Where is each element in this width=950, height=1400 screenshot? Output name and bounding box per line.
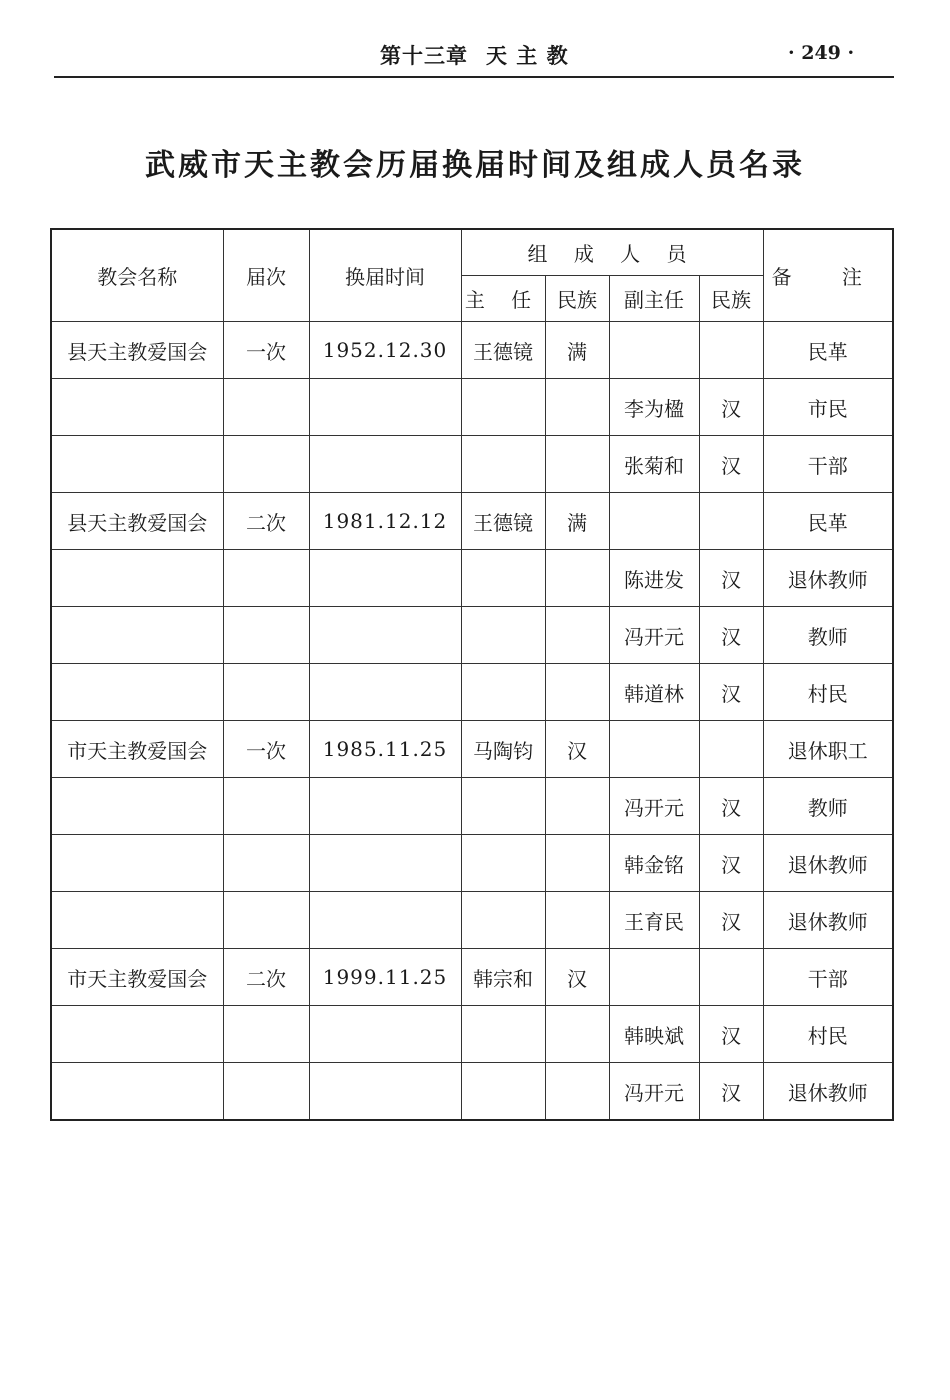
cell-director: 韩宗和 [461, 949, 545, 1006]
cell-session: 二次 [223, 949, 309, 1006]
cell-director: 王德镜 [461, 493, 545, 550]
table-row [51, 493, 893, 550]
cell-session: 一次 [223, 721, 309, 778]
cell-org-name [51, 550, 223, 607]
cell-org-name [51, 835, 223, 892]
cell-deputy [609, 949, 699, 1006]
cell-director-ethnicity [545, 892, 609, 949]
cell-deputy-ethnicity: 汉 [699, 436, 763, 493]
cell-date [309, 607, 461, 664]
cell-date [309, 550, 461, 607]
cell-remarks: 教师 [763, 607, 893, 664]
cell-deputy-ethnicity: 汉 [699, 1063, 763, 1121]
cell-deputy-ethnicity: 汉 [699, 778, 763, 835]
cell-session [223, 1063, 309, 1121]
cell-deputy-ethnicity: 汉 [699, 1006, 763, 1063]
cell-session [223, 1006, 309, 1063]
page-number: · 249 · [788, 42, 855, 64]
cell-director-ethnicity [545, 436, 609, 493]
header-rule [54, 76, 894, 78]
header-director-ethnicity: 民族 [545, 276, 609, 322]
cell-director [461, 1006, 545, 1063]
cell-remarks: 教师 [763, 778, 893, 835]
cell-director-ethnicity [545, 607, 609, 664]
cell-remarks: 民革 [763, 322, 893, 379]
cell-remarks: 民革 [763, 493, 893, 550]
cell-deputy: 韩映斌 [609, 1006, 699, 1063]
cell-org-name [51, 607, 223, 664]
cell-deputy-ethnicity: 汉 [699, 550, 763, 607]
cell-deputy-ethnicity: 汉 [699, 607, 763, 664]
cell-deputy-ethnicity: 汉 [699, 379, 763, 436]
cell-director [461, 379, 545, 436]
cell-remarks: 村民 [763, 1006, 893, 1063]
cell-director [461, 892, 545, 949]
cell-deputy [609, 721, 699, 778]
cell-director [461, 835, 545, 892]
cell-deputy-ethnicity: 汉 [699, 892, 763, 949]
cell-org-name [51, 1006, 223, 1063]
table-row [51, 1063, 893, 1121]
cell-deputy-ethnicity [699, 721, 763, 778]
table-header [51, 229, 893, 322]
cell-deputy-ethnicity [699, 949, 763, 1006]
cell-date: 1952.12.30 [309, 322, 461, 379]
table-row [51, 550, 893, 607]
chapter-number: 第十三章 [380, 43, 468, 68]
table-row [51, 1006, 893, 1063]
cell-deputy-ethnicity: 汉 [699, 664, 763, 721]
header-session: 届次 [223, 229, 309, 322]
table-row [51, 322, 893, 379]
header-org-name: 教会名称 [51, 229, 223, 322]
cell-remarks: 退休教师 [763, 835, 893, 892]
cell-director-ethnicity [545, 835, 609, 892]
cell-remarks: 退休职工 [763, 721, 893, 778]
cell-session [223, 550, 309, 607]
cell-session [223, 778, 309, 835]
table-row [51, 436, 893, 493]
cell-director [461, 778, 545, 835]
cell-director: 马陶钧 [461, 721, 545, 778]
cell-deputy: 冯开元 [609, 778, 699, 835]
cell-director [461, 664, 545, 721]
cell-deputy-ethnicity [699, 322, 763, 379]
cell-deputy [609, 322, 699, 379]
cell-remarks: 市民 [763, 379, 893, 436]
cell-date [309, 436, 461, 493]
cell-session [223, 607, 309, 664]
table-row [51, 721, 893, 778]
cell-director-ethnicity [545, 1006, 609, 1063]
cell-director: 王德镜 [461, 322, 545, 379]
cell-org-name [51, 778, 223, 835]
header-date: 换届时间 [309, 229, 461, 322]
cell-deputy [609, 493, 699, 550]
table-row [51, 664, 893, 721]
header-members: 组 成 人 员 [461, 229, 763, 276]
cell-deputy-ethnicity [699, 493, 763, 550]
cell-date: 1999.11.25 [309, 949, 461, 1006]
cell-session [223, 835, 309, 892]
cell-session [223, 892, 309, 949]
cell-session: 二次 [223, 493, 309, 550]
table-row [51, 949, 893, 1006]
cell-date [309, 379, 461, 436]
cell-deputy: 韩道林 [609, 664, 699, 721]
table-row [51, 379, 893, 436]
cell-director-ethnicity [545, 379, 609, 436]
cell-session: 一次 [223, 322, 309, 379]
cell-remarks: 干部 [763, 436, 893, 493]
cell-remarks: 退休教师 [763, 892, 893, 949]
cell-director [461, 550, 545, 607]
header-remarks: 备 注 [763, 229, 893, 322]
cell-director [461, 436, 545, 493]
cell-deputy: 冯开元 [609, 607, 699, 664]
cell-remarks: 退休教师 [763, 1063, 893, 1121]
roster-table [50, 228, 894, 1121]
cell-org-name [51, 1063, 223, 1121]
cell-date [309, 892, 461, 949]
cell-session [223, 664, 309, 721]
cell-remarks: 村民 [763, 664, 893, 721]
cell-director [461, 1063, 545, 1121]
cell-date [309, 835, 461, 892]
cell-session [223, 436, 309, 493]
cell-date [309, 1006, 461, 1063]
cell-director-ethnicity: 汉 [545, 949, 609, 1006]
cell-date [309, 1063, 461, 1121]
cell-deputy: 李为楹 [609, 379, 699, 436]
cell-date: 1981.12.12 [309, 493, 461, 550]
cell-director-ethnicity [545, 1063, 609, 1121]
table-row [51, 835, 893, 892]
cell-org-name [51, 892, 223, 949]
table-row [51, 778, 893, 835]
cell-director [461, 607, 545, 664]
cell-deputy: 张菊和 [609, 436, 699, 493]
cell-org-name: 县天主教爱国会 [51, 493, 223, 550]
cell-org-name [51, 436, 223, 493]
cell-deputy: 冯开元 [609, 1063, 699, 1121]
running-header [380, 40, 569, 70]
cell-remarks: 退休教师 [763, 550, 893, 607]
table-body [51, 322, 893, 1121]
cell-director-ethnicity [545, 778, 609, 835]
cell-deputy: 王育民 [609, 892, 699, 949]
chapter-title: 天 主 教 [486, 43, 569, 68]
cell-date: 1985.11.25 [309, 721, 461, 778]
cell-org-name [51, 379, 223, 436]
cell-session [223, 379, 309, 436]
cell-deputy: 韩金铭 [609, 835, 699, 892]
cell-org-name: 市天主教爱国会 [51, 949, 223, 1006]
cell-director-ethnicity: 满 [545, 493, 609, 550]
cell-org-name: 县天主教爱国会 [51, 322, 223, 379]
cell-deputy-ethnicity: 汉 [699, 835, 763, 892]
cell-remarks: 干部 [763, 949, 893, 1006]
cell-date [309, 664, 461, 721]
cell-date [309, 778, 461, 835]
cell-director-ethnicity: 满 [545, 322, 609, 379]
cell-deputy: 陈进发 [609, 550, 699, 607]
cell-director-ethnicity [545, 664, 609, 721]
cell-director-ethnicity [545, 550, 609, 607]
table-row [51, 892, 893, 949]
document-title: 武威市天主教会历届换届时间及组成人员名录 [145, 148, 805, 183]
header-director: 主 任 [461, 276, 545, 322]
header-deputy-ethnicity: 民族 [699, 276, 763, 322]
header-deputy: 副主任 [609, 276, 699, 322]
cell-director-ethnicity: 汉 [545, 721, 609, 778]
cell-org-name: 市天主教爱国会 [51, 721, 223, 778]
cell-org-name [51, 664, 223, 721]
table-row [51, 607, 893, 664]
